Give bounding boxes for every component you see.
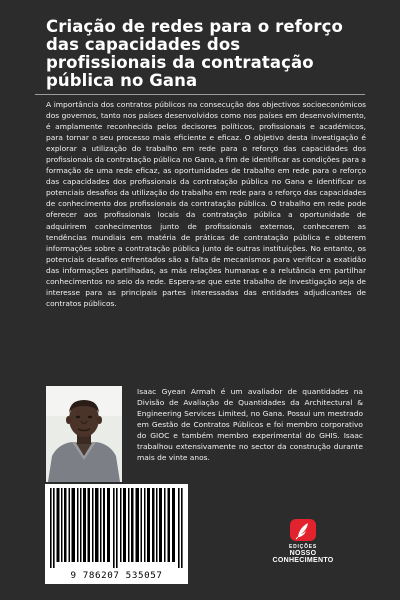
barcode-bars bbox=[50, 488, 183, 568]
title-divider bbox=[35, 94, 365, 95]
isbn-number: 9 786207 535057 bbox=[70, 570, 163, 581]
author-bio: Isaac Gyean Armah é um avaliador de quantidades na Divisão de Avaliação de Quantidades da Architectural & Engineering Services Limited, no Gana. Possui um mestrado em Gestão de Contratos Públicos e foi membro corporativo do GIOC e também membro experimental do GHIS. Isaac trabalhou extensivamente no sector da construção durante mais de vinte anos. bbox=[137, 387, 363, 463]
book-abstract: A importância dos contratos públicos na consecução dos objectivos socioeconómicos dos governos, tanto nos países desenvolvidos como nos países em desenvolvimento, é amplamente reconhecida pelos decisores políticos, profissionais e académicos, para tornar o seu processo mais eficiente e eficaz. O objetivo desta investigação é explorar a utilização do trabalho em rede para o reforço das capacidades dos profissionais da contratação pública no Gana, a fim de identificar as condições para a formação de uma rede eficaz, as oportunidades de trabalho em rede para o reforço das capacidades dos profissionais da contratação pública no Gana e identificar os potenciais desafios da utilização do trabalho em rede para o reforço das capacidades de conhecimento dos profissionais da contratação pública. O trabalho em rede pode oferecer aos profissionais locais da contratação pública a oportunidade de adquirirem conhecimentos junto de profissionais externos, conhecerem as tendências mundiais em matéria de práticas de contratação pública e obterem informações sobre a contratação pública junto de outras instituições. No entanto, os potenciais desafios enfrentados são a falta de mecanismos para verificar a exatidão das informações partilhadas, as más relações humanas e a relutância em partilhar conhecimentos no seio da rede. Espera-se que este trabalho de investigação seja de interesse para as principais partes interessadas das entidades adjudicantes de contratos públicos. bbox=[46, 100, 366, 308]
author-portrait-image bbox=[46, 386, 122, 482]
book-title: Criação de redes para o reforço das capacidades dos profissionais da contratação pública no Gana bbox=[46, 17, 343, 90]
publisher-name-line2: NOSSO CONHECIMENTO bbox=[272, 550, 334, 564]
publisher-name-line1: EDIÇÕES bbox=[288, 544, 318, 550]
author-photo bbox=[46, 386, 122, 482]
isbn-barcode bbox=[45, 484, 188, 584]
quill-feather-icon bbox=[290, 519, 316, 541]
publisher-logo bbox=[262, 519, 344, 564]
